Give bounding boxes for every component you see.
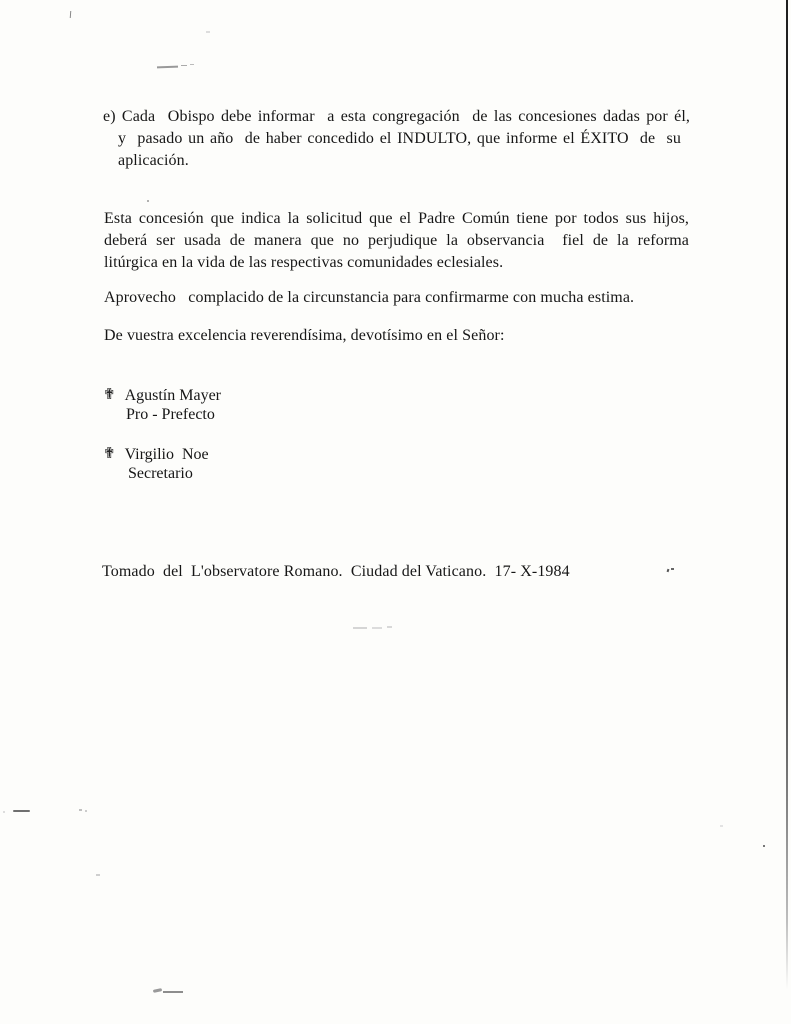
scan-artifact-speck: [763, 845, 765, 847]
source-line: Tomado del L'observatore Romano. Ciudad del Vaticano. 17- X-1984: [102, 563, 570, 580]
scan-artifact-speck: [3, 811, 5, 813]
scan-artifact-faint-dash: [387, 626, 392, 628]
scan-artifact-mark: [667, 569, 670, 572]
scan-artifact-speck: [206, 31, 210, 33]
scan-artifact-dash: [181, 65, 187, 66]
item-e-line-1: e) Cada Obispo debe informar a esta congregación de las concesiones dadas por él,: [103, 108, 690, 125]
scan-artifact-bottom-smudge: [153, 988, 162, 993]
scan-artifact-left-dash: [13, 810, 30, 812]
signature-mayer-title: Pro - Prefecto: [126, 406, 215, 423]
item-e-line-3: aplicación.: [118, 152, 189, 169]
concesion-line-3: litúrgica en la vida de las respectivas comunidades eclesiales.: [104, 254, 504, 271]
scan-artifact-top-tick: [70, 11, 71, 18]
aprovecho-paragraph: Aprovecho complacido de la circunstancia para confirmarme con mucha estima.: [104, 289, 635, 306]
scan-artifact-dash: [157, 66, 178, 69]
concesion-line-2: deberá ser usada de manera que no perjudique la observancia fiel de la reforma: [104, 232, 689, 249]
scan-artifact-faint-dash: [372, 627, 382, 629]
concesion-line-1: Esta concesión que indica la solicitud que el Padre Común tiene por todos sus hijos,: [104, 210, 689, 227]
scan-artifact-speck: [720, 825, 723, 827]
scan-artifact-faint-dash: [353, 627, 367, 629]
despedida-paragraph: De vuestra excelencia reverendísima, devotísimo en el Señor:: [104, 327, 505, 344]
signature-noe-title: Secretario: [128, 465, 193, 482]
scan-artifact-mark: [671, 568, 674, 570]
scan-artifact-bottom-smudge: [163, 991, 183, 993]
scan-artifact-dot: [147, 200, 149, 202]
scan-artifact-speck: [85, 810, 87, 812]
latin-cross-icon: ✟: [103, 385, 116, 403]
scan-artifact-speck: [79, 809, 82, 811]
item-e-line-2: y pasado un año de haber concedido el INDULTO, que informe el ÉXITO de su: [118, 130, 681, 147]
scan-artifact-speck: [96, 874, 100, 876]
signature-mayer-name: Agustín Mayer: [124, 387, 222, 404]
latin-cross-icon: ✟: [103, 444, 116, 462]
scan-edge-line: [786, 0, 788, 1000]
scan-artifact-dash: [190, 64, 194, 65]
signature-noe-name: Virgilio Noe: [124, 446, 209, 463]
